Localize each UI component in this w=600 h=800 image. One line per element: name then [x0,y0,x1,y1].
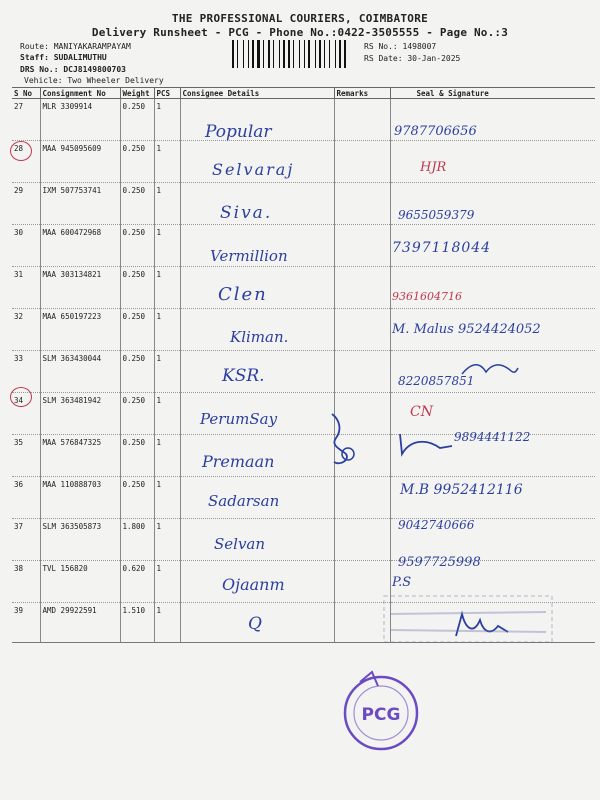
col-header-weight: Weight [120,88,154,99]
col-header-remarks: Remarks [334,88,390,99]
cell-weight: 0.250 [120,99,154,141]
col-header-consignee: Consignee Details [180,88,334,99]
cell-consignment: MAA 110888703 [40,477,120,519]
handwritten-consignee: Sadarsan [208,492,280,510]
barcode-bar [299,40,300,68]
handwritten-signature: M. Malus 9524424052 [392,322,541,337]
handwritten-signature: CN [410,404,433,420]
barcode-bar [288,40,290,68]
cell-weight: 0.250 [120,309,154,351]
pcg-round-stamp [338,668,424,754]
barcode-bar [263,40,264,68]
cell-remarks [334,99,390,141]
handwritten-consignee: Vermillion [210,247,288,265]
cell-remarks [334,225,390,267]
cell-consignment: MAA 303134821 [40,267,120,309]
cell-consignment: MLR 3309914 [40,99,120,141]
cell-remarks [334,183,390,225]
cell-pcs: 1 [154,603,180,643]
cell-consignment: MAA 650197223 [40,309,120,351]
cell-sno: 32 [12,309,40,351]
barcode-bar [308,40,310,68]
cell-consignment: TVL 156820 [40,561,120,603]
barcode-bar [248,40,249,68]
barcode-bar [283,40,285,68]
cell-consignment: SLM 363481942 [40,393,120,435]
cell-remarks [334,267,390,309]
barcode-bar [257,40,260,68]
table-row [12,393,595,435]
col-header-sno: S No [12,88,40,99]
cell-weight: 0.250 [120,393,154,435]
handwritten-signature: 9042740666 [398,518,475,532]
cell-sno: 29 [12,183,40,225]
cell-remarks [334,141,390,183]
cell-weight: 0.250 [120,183,154,225]
drs-number: DRS No.: DCJ8149800703 [20,65,126,74]
barcode-bar [268,40,270,68]
barcode-bar [329,40,330,68]
cell-remarks [334,309,390,351]
cell-sno: 27 [12,99,40,141]
cell-weight: 0.620 [120,561,154,603]
handwritten-signature: 9787706656 [394,124,477,139]
cell-consignment: IXM 507753741 [40,183,120,225]
barcode-bar [252,40,254,68]
barcode-bar [319,40,321,68]
cell-sno: 31 [12,267,40,309]
handwritten-signature: P.S [392,575,412,590]
barcode-bar [324,40,325,68]
rs-date: RS Date: 30-Jan-2025 [364,54,461,63]
table-header-row [12,88,595,99]
handwritten-signature: 8220857851 [398,374,475,388]
handwritten-consignee: Popular [205,122,272,142]
cell-weight: 0.250 [120,477,154,519]
cell-sno: 34 [12,393,40,435]
barcode-bar [293,40,294,68]
cell-sno: 35 [12,435,40,477]
company-heading: THE PROFESSIONAL COURIERS, COIMBATORE [171,12,429,25]
barcode-bar [232,40,234,68]
vehicle-label: Vehicle: Two Wheeler Delivery [24,76,164,85]
cell-consignment: MAA 945095609 [40,141,120,183]
handwritten-consignee: KSR. [222,366,265,386]
cell-sno: 39 [12,603,40,643]
handwritten-consignee: Selvan [214,535,266,553]
barcode-bar [335,40,336,68]
cell-pcs: 1 [154,519,180,561]
table-row [12,183,595,225]
table-row [12,267,595,309]
barcode-bar [315,40,316,68]
cell-consignment: MAA 576847325 [40,435,120,477]
cell-weight: 0.250 [120,351,154,393]
cell-sno: 33 [12,351,40,393]
cell-sno: 28 [12,141,40,183]
table-row [12,225,595,267]
table-row [12,519,595,561]
barcode-bar [273,40,274,68]
barcode-bar [243,40,244,68]
sno-circle-mark [10,387,32,407]
handwritten-signature: 9597725998 [398,555,481,570]
handwritten-signature: HJR [420,160,447,175]
cell-sno: 37 [12,519,40,561]
signature-scribble [460,360,520,380]
cell-weight: 1.510 [120,603,154,643]
sno-circle-mark [10,141,32,161]
table-row [12,99,595,141]
route-label: Route: MANIYAKARAMPAYAM [20,42,131,51]
cell-remarks [334,351,390,393]
cell-pcs: 1 [154,351,180,393]
cell-pcs: 1 [154,225,180,267]
staff-label: Staff: SUDALIMUTHU [20,53,107,62]
cell-weight: 0.250 [120,141,154,183]
cell-weight: 1.800 [120,519,154,561]
rs-number: RS No.: 1498007 [364,42,437,51]
col-header-consignment: Consignment No [40,88,120,99]
barcode-bar [304,40,305,68]
signature-scribble [396,430,456,460]
cell-consignment: SLM 363505873 [40,519,120,561]
cell-pcs: 1 [154,309,180,351]
barcode [232,40,360,68]
barcode-bar [339,40,341,68]
handwritten-consignee: Kliman. [230,328,289,346]
cell-pcs: 1 [154,393,180,435]
table-row [12,141,595,183]
cell-consignment: SLM 363430044 [40,351,120,393]
stamp-text: PCG [361,705,401,725]
handwritten-consignee: Ojaanm [222,575,285,594]
cell-weight: 0.250 [120,225,154,267]
cell-pcs: 1 [154,99,180,141]
cell-pcs: 1 [154,183,180,225]
company-rubber-stamp [380,590,560,650]
col-header-pcs: PCS [154,88,180,99]
handwritten-consignee: Siva. [220,203,273,223]
cell-sno: 38 [12,561,40,603]
handwritten-consignee: Premaan [202,452,275,471]
cell-pcs: 1 [154,477,180,519]
col-header-signature: Seal & Signature [390,88,595,99]
cell-pcs: 1 [154,561,180,603]
handwritten-signature: 9894441122 [454,430,531,444]
cell-sno: 30 [12,225,40,267]
handwritten-consignee: Selvaraj [212,160,295,179]
handwritten-consignee: Clen [218,284,268,305]
cell-consignment: AMD 29922591 [40,603,120,643]
cell-weight: 0.250 [120,267,154,309]
runsheet-title: Delivery Runsheet - PCG - Phone No.:0422-3505555 - Page No.:3 [91,26,509,39]
signature-scribble [312,410,362,470]
handwritten-signature: 9655059379 [398,208,475,222]
cell-weight: 0.250 [120,435,154,477]
barcode-bar [237,40,238,68]
cell-remarks [334,477,390,519]
cell-consignment: MAA 600472968 [40,225,120,267]
barcode-bar [279,40,280,68]
barcode-bar [344,40,346,68]
handwritten-signature: 9361604716 [392,290,462,303]
handwritten-signature: M.B 9952412116 [400,482,523,498]
cell-remarks [334,519,390,561]
handwritten-consignee: Q [248,614,262,634]
cell-pcs: 1 [154,141,180,183]
cell-sno: 36 [12,477,40,519]
handwritten-signature: 7397118044 [392,240,492,256]
handwritten-consignee: PerumSay [200,410,278,428]
cell-pcs: 1 [154,267,180,309]
cell-pcs: 1 [154,435,180,477]
